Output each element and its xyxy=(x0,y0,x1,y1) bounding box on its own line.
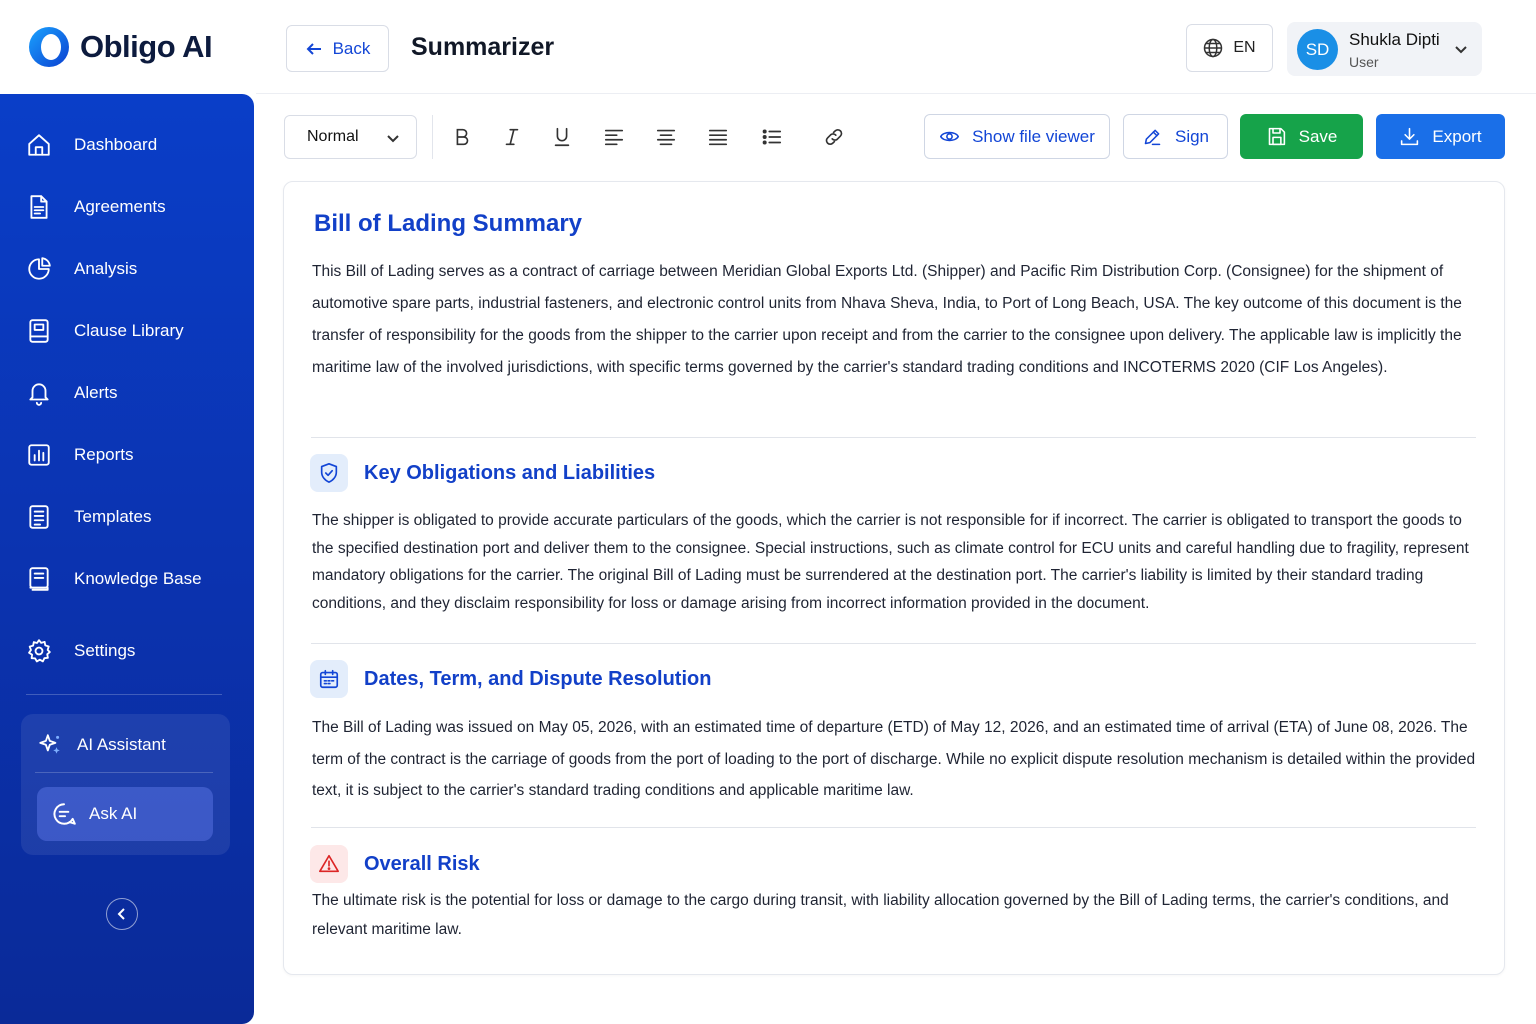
sidebar-item-label: Knowledge Base xyxy=(74,569,202,588)
ai-assistant-label: AI Assistant xyxy=(77,735,166,754)
bar-chart-icon xyxy=(26,442,52,468)
intro-paragraph: This Bill of Lading serves as a contract of carriage between Meridian Global Exports Ltd. (Shipper) and Pacific Rim Distribution Corp. (Consignee) for the shipment of automotive spare parts, industrial fasteners, and electronic control units from Nhava Sheva, India, to Port of Long Beach, USA. The key outcome of this document is the transfer of responsibility for the goods from the shipper to the carrier upon receipt and from the carrier to the consignee upon delivery. The applicable law is implicitly the maritime law of the involved jurisdictions, with specific terms governed by the carrier's standard trading conditions and INCOTERMS 2020 (CIF Los Angeles). xyxy=(312,263,1462,376)
align-center-icon xyxy=(655,126,677,148)
sidebar-item-label: Alerts xyxy=(74,383,118,402)
show-file-viewer-label: Show file viewer xyxy=(972,126,1095,146)
brand-logo[interactable] xyxy=(0,0,256,94)
download-icon xyxy=(1399,126,1420,147)
brand-name: Obligo AI xyxy=(80,29,213,64)
bold-button[interactable] xyxy=(447,122,477,152)
text-style-select[interactable] xyxy=(284,115,417,159)
document-title: Bill of Lading Summary xyxy=(314,210,583,237)
sidebar-item-reports[interactable] xyxy=(26,438,134,472)
calendar-icon xyxy=(310,660,348,698)
collapse-sidebar-button[interactable] xyxy=(106,898,138,930)
sparkle-icon xyxy=(37,732,63,758)
save-icon xyxy=(1266,126,1287,147)
align-left-button[interactable] xyxy=(599,122,629,152)
sidebar-item-label: Clause Library xyxy=(74,321,184,340)
align-justify-icon xyxy=(707,126,729,148)
link-button[interactable] xyxy=(819,122,849,152)
ai-panel-divider xyxy=(35,772,213,773)
warning-icon xyxy=(310,845,348,883)
ask-ai-button[interactable] xyxy=(37,787,213,841)
sidebar-item-settings[interactable] xyxy=(26,634,135,668)
pie-chart-icon xyxy=(26,256,52,282)
gear-icon xyxy=(26,638,52,664)
ai-assistant-panel xyxy=(21,714,230,855)
obligo-logo-icon xyxy=(28,26,70,68)
sidebar-divider xyxy=(26,694,222,695)
sidebar xyxy=(0,94,254,1024)
link-icon xyxy=(823,126,845,148)
sidebar-item-analysis[interactable] xyxy=(26,252,137,286)
knowledge-icon xyxy=(26,566,52,592)
sidebar-item-knowledge-base[interactable] xyxy=(26,562,202,596)
sign-button[interactable] xyxy=(1123,114,1228,159)
section-divider xyxy=(311,643,1476,644)
sidebar-item-dashboard[interactable] xyxy=(26,128,157,162)
section-heading-obligations xyxy=(310,454,655,492)
align-center-button[interactable] xyxy=(651,122,681,152)
sidebar-item-agreements[interactable] xyxy=(26,190,166,224)
section-divider xyxy=(311,827,1476,828)
section-heading-risk xyxy=(310,845,480,883)
bold-icon xyxy=(451,126,473,148)
section-heading-dates xyxy=(310,660,711,698)
pen-icon xyxy=(1142,126,1163,147)
risk-paragraph: The ultimate risk is the potential for loss or damage to the cargo during transit, with liability allocation governed by the Bill of Lading terms, the carrier's conditions, and relevant maritime law. xyxy=(312,892,1449,938)
user-menu[interactable] xyxy=(1287,22,1482,76)
chat-search-icon xyxy=(51,801,77,827)
user-role: User xyxy=(1349,54,1379,70)
save-button[interactable] xyxy=(1240,114,1363,159)
toolbar-divider xyxy=(432,115,433,159)
section-divider xyxy=(311,437,1476,438)
italic-button[interactable] xyxy=(497,122,527,152)
sidebar-item-label: Dashboard xyxy=(74,135,158,154)
underline-icon xyxy=(551,126,573,148)
template-icon xyxy=(26,504,52,530)
arrow-left-icon xyxy=(305,40,323,58)
sidebar-item-alerts[interactable] xyxy=(26,376,117,410)
language-selector[interactable] xyxy=(1186,24,1273,72)
export-button[interactable] xyxy=(1376,114,1505,159)
back-button[interactable] xyxy=(286,25,389,72)
page-title: Summarizer xyxy=(411,33,555,61)
language-label: EN xyxy=(1233,39,1256,56)
back-label: Back xyxy=(332,38,371,58)
obligations-paragraph: The shipper is obligated to provide accurate particulars of the goods, which the carrier is not responsible for if incorrect. The carrier is obligated to transport the goods to the specified destination port and deliver them to the consignee. Special instructions, such as climate control for ECU units and careful handling due to fragility, represent mandatory obligations for the carrier. The original Bill of Lading must be surrendered at the destination port. The carrier's liability is limited by their standard trading conditions, and they disclaim responsibility for loss or damage arising from incorrect information provided in the document. xyxy=(312,512,1469,613)
italic-icon xyxy=(501,126,523,148)
section-heading-text: Key Obligations and Liabilities xyxy=(364,461,656,484)
export-label: Export xyxy=(1432,126,1482,146)
sign-label: Sign xyxy=(1174,126,1210,146)
align-left-icon xyxy=(603,126,625,148)
text-style-value: Normal xyxy=(307,128,359,145)
book-icon xyxy=(26,318,52,344)
sidebar-item-label: Analysis xyxy=(74,259,138,278)
user-name: Shukla Dipti xyxy=(1349,30,1440,49)
section-heading-text: Overall Risk xyxy=(364,852,480,875)
sidebar-item-templates[interactable] xyxy=(26,500,151,534)
bell-icon xyxy=(26,380,52,406)
section-heading-text: Dates, Term, and Dispute Resolution xyxy=(364,667,712,690)
shield-check-icon xyxy=(310,454,348,492)
sidebar-item-label: Templates xyxy=(74,507,152,526)
save-label: Save xyxy=(1298,126,1338,146)
document-editor[interactable] xyxy=(283,181,1505,975)
globe-icon xyxy=(1203,38,1223,58)
bullet-list-button[interactable] xyxy=(757,122,787,152)
ask-ai-label: Ask AI xyxy=(89,804,138,823)
avatar: SD xyxy=(1297,29,1338,70)
dates-paragraph: The Bill of Lading was issued on May 05, 2026, with an estimated time of departure (ETD) of May 12, 2026, and an estimated time of arrival (ETA) of June 08, 2026. The term of the contract is the carriage of goods from the port of loading to the port of discharge. While no explicit dispute resolution mechanism is detailed within the provided text, it is subject to the carrier's standard trading conditions and applicable maritime law. xyxy=(312,719,1476,799)
chevron-down-icon xyxy=(386,131,400,145)
sidebar-item-label: Agreements xyxy=(74,197,166,216)
ai-assistant-title xyxy=(37,732,166,758)
chevron-left-icon xyxy=(115,907,129,921)
home-icon xyxy=(26,132,52,158)
align-justify-button[interactable] xyxy=(703,122,733,152)
show-file-viewer-button[interactable] xyxy=(924,114,1110,159)
underline-button[interactable] xyxy=(547,122,577,152)
sidebar-item-label: Settings xyxy=(74,641,136,660)
sidebar-item-label: Reports xyxy=(74,445,134,464)
eye-icon xyxy=(939,126,960,147)
top-header xyxy=(256,0,1536,94)
sidebar-item-clause-library[interactable] xyxy=(26,314,184,348)
document-icon xyxy=(26,194,52,220)
chevron-down-icon xyxy=(1454,42,1468,56)
bullet-list-icon xyxy=(761,126,783,148)
